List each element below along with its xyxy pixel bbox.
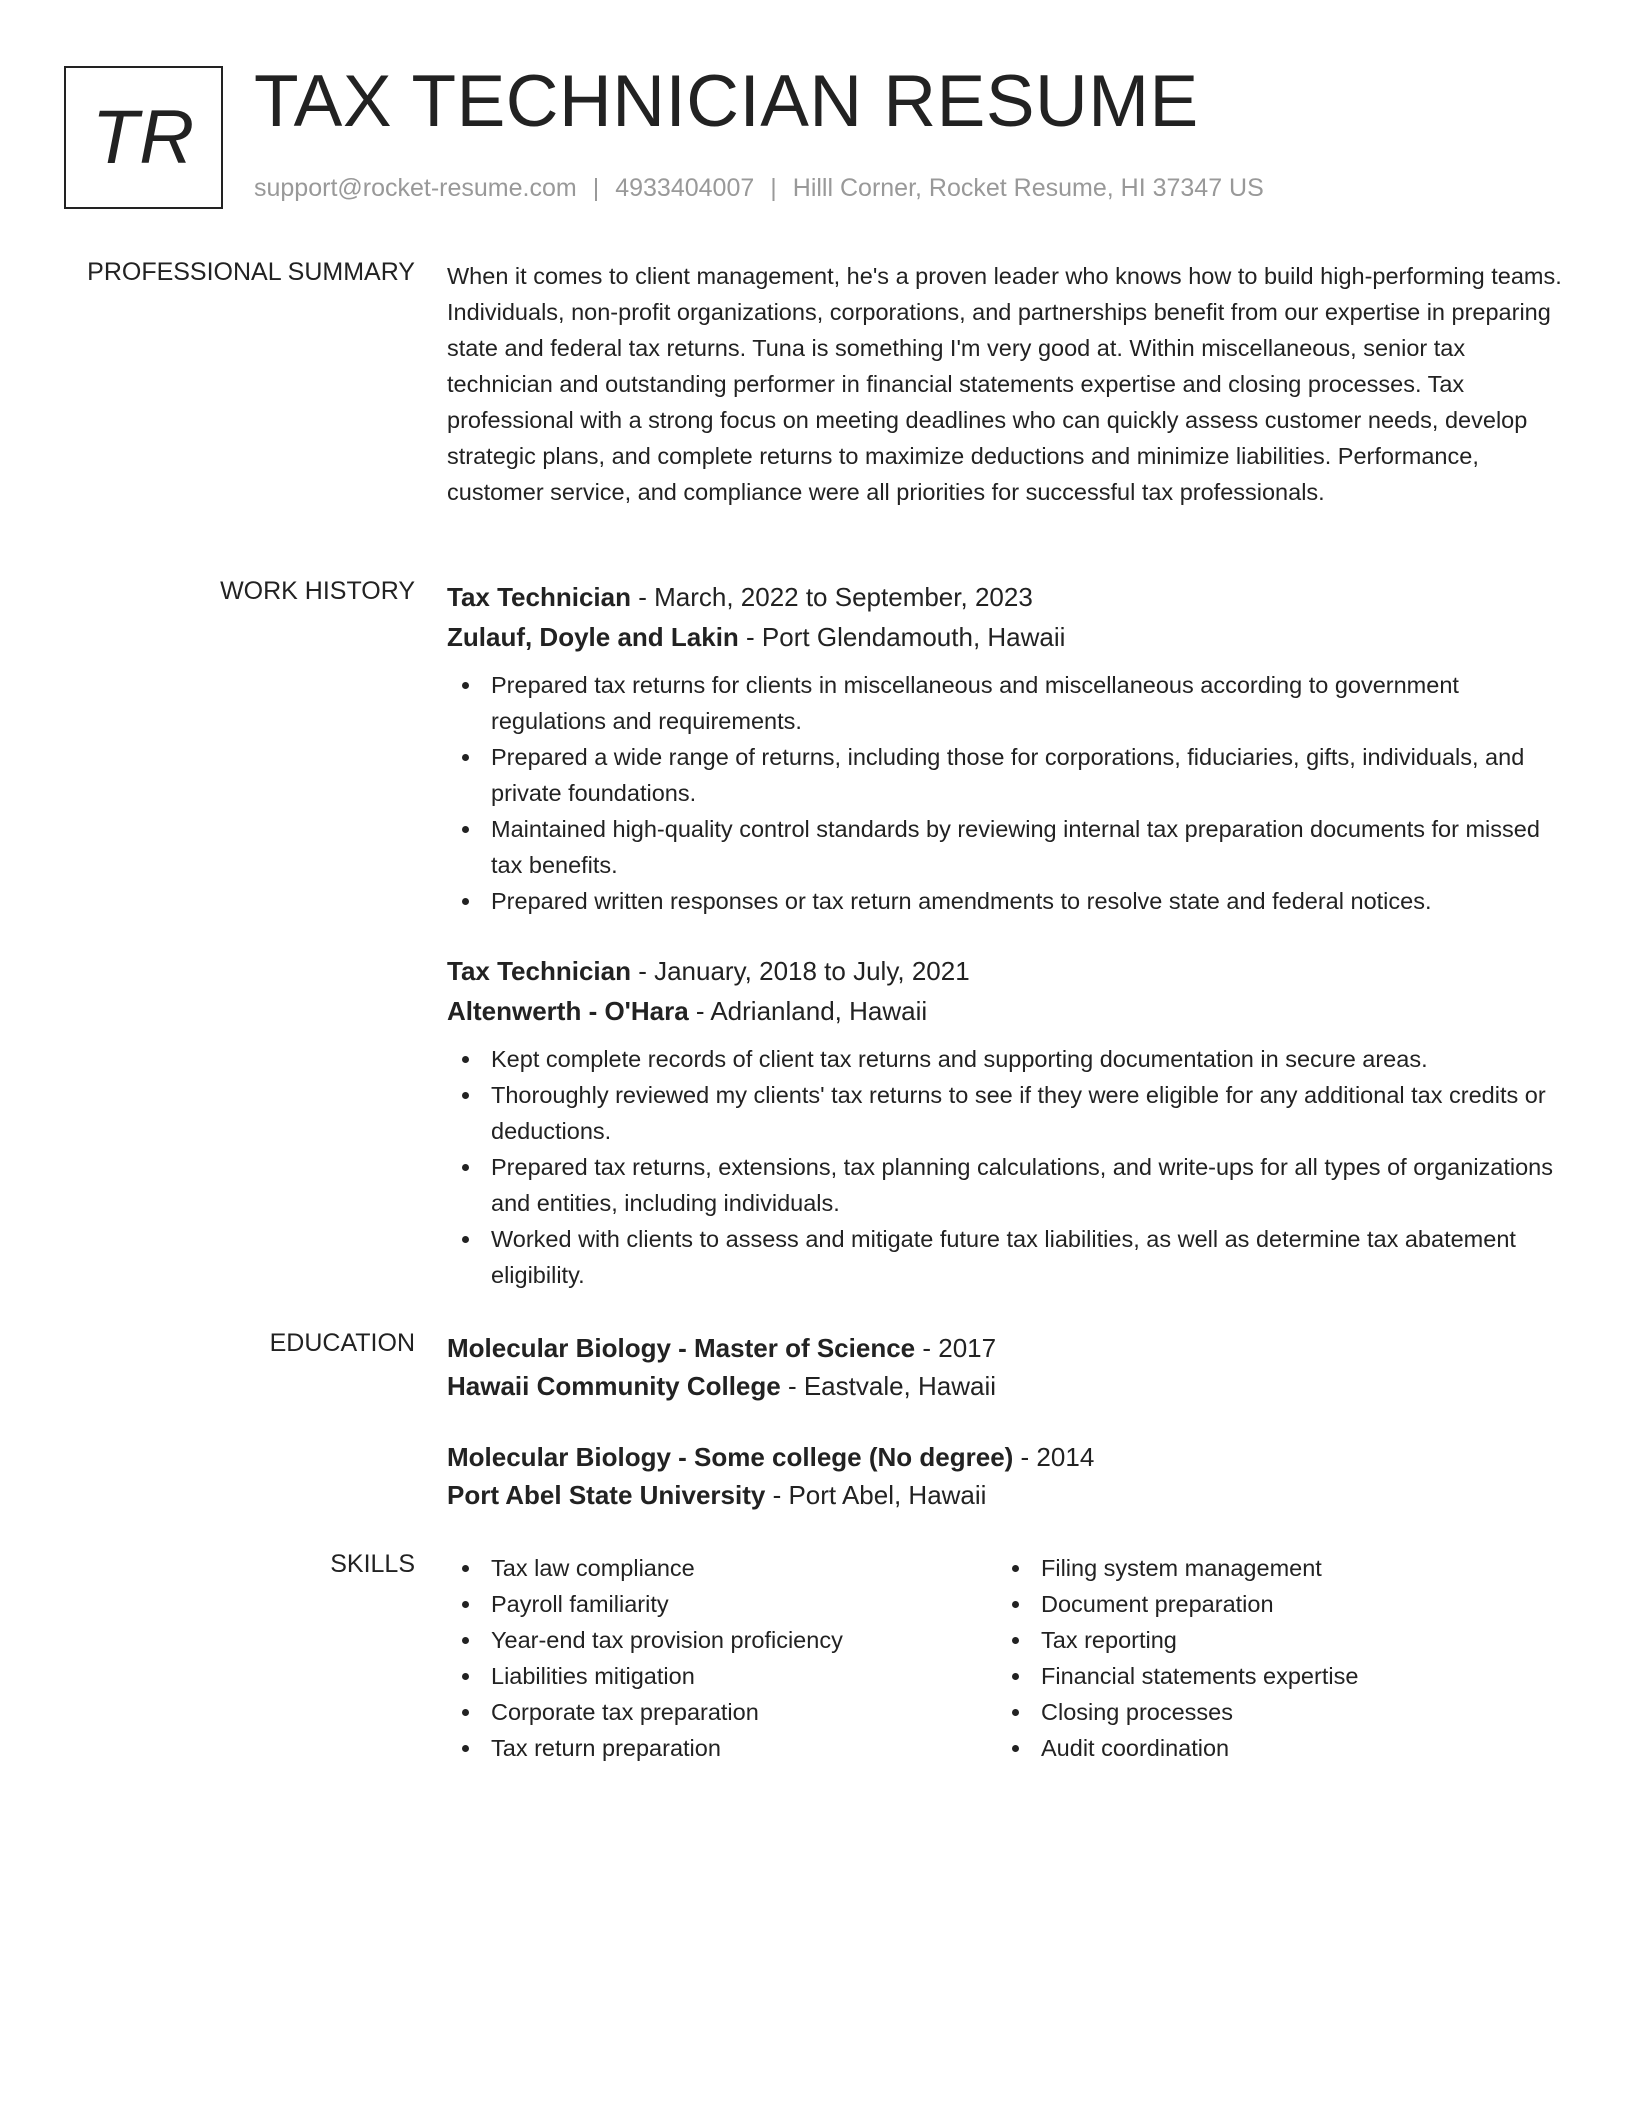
job-location: - Port Glendamouth, Hawaii: [738, 622, 1066, 652]
skill-item: Tax law compliance: [447, 1550, 997, 1586]
skill-item: Closing processes: [997, 1694, 1547, 1730]
skills-list: [997, 1550, 1547, 1766]
list-item: Thoroughly reviewed my clients' tax returns to see if they were eligible for any additional tax credits or deductions.: [447, 1077, 1564, 1149]
education-degree-line: [447, 1329, 1564, 1367]
education-degree: Molecular Biology - Some college (No degree): [447, 1442, 1014, 1472]
list-item: Prepared a wide range of returns, including those for corporations, fiduciaries, gifts, individuals, and private foundations.: [447, 739, 1564, 811]
skills-list: [447, 1550, 997, 1766]
education-degree-line: [447, 1438, 1564, 1476]
list-item: Prepared tax returns, extensions, tax planning calculations, and write-ups for all types of organizations and entities, including individuals.: [447, 1149, 1564, 1221]
education-location: - Port Abel, Hawaii: [765, 1480, 987, 1510]
job-dates: - March, 2022 to September, 2023: [630, 582, 1033, 612]
job-title: Tax Technician: [447, 582, 631, 612]
contact-separator: |: [770, 174, 777, 202]
education-school-line: [447, 1367, 1564, 1405]
job-duties-list: [447, 1041, 1564, 1293]
contact-separator: |: [592, 174, 600, 202]
education-year: - 2014: [1013, 1442, 1095, 1472]
education-entry: [447, 1438, 1564, 1514]
list-item: Prepared tax returns for clients in miscellaneous and miscellaneous according to government regulations and requirements.: [447, 667, 1564, 739]
work-history-heading: WORK HISTORY: [220, 577, 415, 605]
job-location: - Adrianland, Hawaii: [688, 996, 928, 1026]
education-entry: [447, 1329, 1564, 1405]
job-dates: - January, 2018 to July, 2021: [630, 956, 970, 986]
education-school: Hawaii Community College: [447, 1371, 781, 1401]
education-location: - Eastvale, Hawaii: [780, 1371, 997, 1401]
skill-item: Year-end tax provision proficiency: [447, 1622, 997, 1658]
summary-text: When it comes to client management, he's a proven leader who knows how to build high-performing teams. Individuals, non-profit organizations, corporations, and partnerships benefit from our expertise in preparing state and federal tax returns. Tuna is something I'm very good at. Within miscellaneous, senior tax technician and outstanding performer in financial statements expertise and closing processes. Tax professional with a strong focus on meeting deadlines who can quickly assess customer needs, develop strategic plans, and complete returns to maximize deductions and minimize liabilities. Performance, customer service, and compliance were all priorities for successful tax professionals.: [447, 263, 1562, 505]
monogram-text: TR: [91, 95, 196, 180]
contact-phone[interactable]: 4933404007: [615, 174, 755, 202]
skill-item: Tax reporting: [997, 1622, 1547, 1658]
job-title-line: [447, 577, 1564, 617]
resume-title: TAX TECHNICIAN RESUME: [254, 61, 1199, 142]
skill-item: Payroll familiarity: [447, 1586, 997, 1622]
skill-item: Financial statements expertise: [997, 1658, 1547, 1694]
skill-item: Audit coordination: [997, 1730, 1547, 1766]
job-company: Altenwerth - O'Hara: [447, 996, 689, 1026]
job-company-line: [447, 617, 1564, 657]
education-year: - 2017: [915, 1333, 997, 1363]
list-item: Kept complete records of client tax returns and supporting documentation in secure areas.: [447, 1041, 1564, 1077]
education-school: Port Abel State University: [447, 1480, 766, 1510]
job-entry: [447, 951, 1564, 1293]
list-item: Worked with clients to assess and mitigate future tax liabilities, as well as determine tax abatement eligibility.: [447, 1221, 1564, 1293]
skills-columns: [447, 1550, 1564, 1766]
summary-heading: PROFESSIONAL SUMMARY: [87, 258, 415, 286]
list-item: Prepared written responses or tax return amendments to resolve state and federal notices.: [447, 883, 1564, 919]
skills-column-left: [447, 1550, 997, 1766]
contact-address: Hilll Corner, Rocket Resume, HI 37347 US: [792, 174, 1264, 202]
education-school-line: [447, 1476, 1564, 1514]
resume-header: [64, 61, 1564, 211]
skills-column-right: [997, 1550, 1547, 1766]
education-heading: EDUCATION: [269, 1329, 415, 1357]
skill-item: Corporate tax preparation: [447, 1694, 997, 1730]
monogram-badge: [64, 66, 223, 209]
skill-item: Filing system management: [997, 1550, 1547, 1586]
skill-item: Document preparation: [997, 1586, 1547, 1622]
list-item: Maintained high-quality control standards by reviewing internal tax preparation documents for missed tax benefits.: [447, 811, 1564, 883]
job-company: Zulauf, Doyle and Lakin: [447, 622, 739, 652]
job-title: Tax Technician: [447, 956, 631, 986]
job-company-line: [447, 991, 1564, 1031]
education-degree: Molecular Biology - Master of Science: [447, 1333, 916, 1363]
contact-line: [254, 174, 1264, 203]
job-title-line: [447, 951, 1564, 991]
job-duties-list: [447, 667, 1564, 919]
skills-heading: SKILLS: [330, 1550, 415, 1578]
job-entry: [447, 577, 1564, 919]
skill-item: Liabilities mitigation: [447, 1658, 997, 1694]
contact-email[interactable]: support@rocket-resume.com: [254, 174, 577, 202]
skill-item: Tax return preparation: [447, 1730, 997, 1766]
